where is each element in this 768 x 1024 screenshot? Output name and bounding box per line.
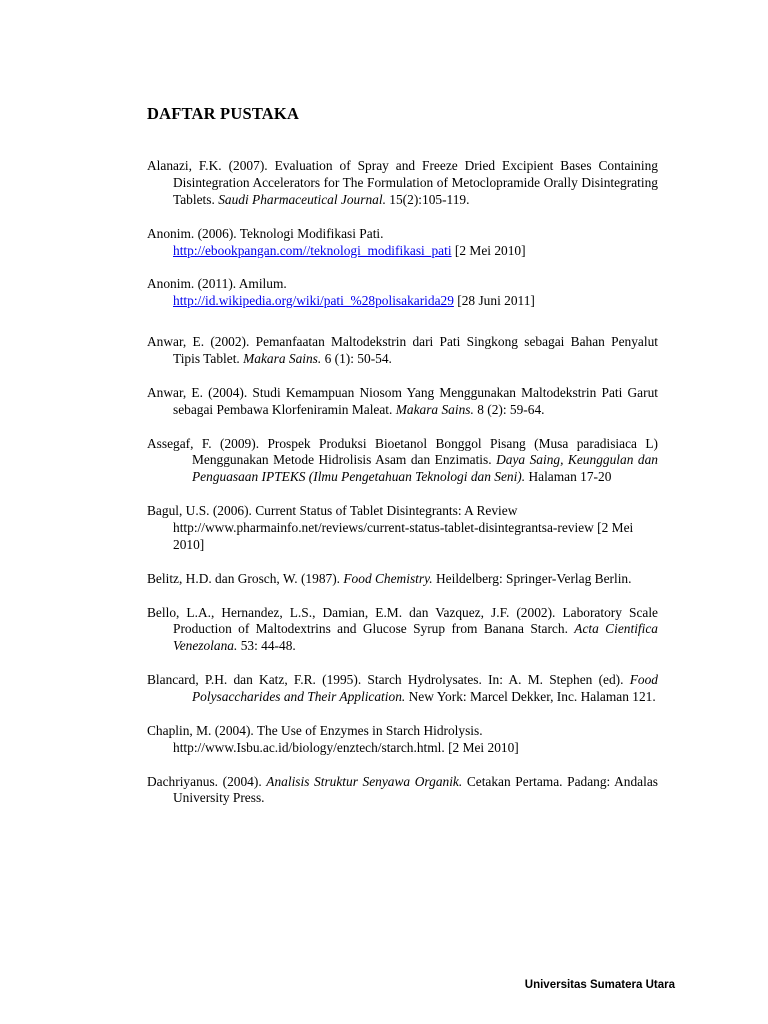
reference-text: Anonim. (2011). Amilum. — [147, 276, 287, 292]
reference-url: http://www.pharmainfo.net/reviews/current-status-tablet-disintegrantsa-review — [173, 520, 594, 536]
reference-item-blancard — [147, 672, 658, 706]
reference-tail: 53: 44-48. — [237, 638, 296, 654]
page-footer: Universitas Sumatera Utara — [524, 979, 675, 991]
reference-journal: Analisis Struktur Senyawa Organik. — [266, 773, 463, 789]
reference-tail: 6 (1): 50-54. — [321, 351, 392, 367]
reference-journal: Daya Saing, Keunggulan dan Penguasaan IPTEKS (Ilmu Pengetahuan Teknologi dan Seni). — [192, 452, 658, 485]
reference-item-anonim-2006 — [147, 226, 658, 260]
reference-journal: Food Polysaccharides and Their Application. — [192, 672, 658, 705]
reference-journal: Makara Sains. — [243, 351, 322, 367]
reference-journal: Acta Cientifica Venezolana. — [173, 621, 658, 654]
reference-item-bello — [147, 605, 658, 656]
reference-item-assegaf — [147, 436, 658, 487]
reference-item-anonim-2011 — [147, 276, 658, 310]
reference-text: Anwar, E. (2004). Studi Kemampuan Niosom Yang Menggunakan Maltodekstrin Pati Garut sebagai Pembawa Klorfeniramin Maleat. — [147, 384, 658, 417]
reference-text: Bello, L.A., Hernandez, L.S., Damian, E.M. dan Vazquez, J.F. (2002). Laboratory Scale Production of Maltodextrins and Glucose Syrup from Banana Starch. — [147, 604, 658, 637]
reference-item-anwar-2002 — [147, 334, 658, 368]
reference-item-chaplin — [147, 723, 658, 757]
reference-date: [28 Juni 2011] — [453, 293, 535, 309]
reference-tail: New York: Marcel Dekker, Inc. Halaman 121. — [405, 689, 656, 705]
page-title: DAFTAR PUSTAKA — [147, 104, 300, 123]
reference-text: Dachriyanus. (2004). — [147, 773, 267, 789]
reference-item-dachriyanus — [147, 774, 658, 808]
reference-tail: Cetakan Pertama. Padang: Andalas University Press. — [173, 773, 659, 806]
reference-text: Blancard, P.H. dan Katz, F.R. (1995). Starch Hydrolysates. In: A. M. Stephen (ed). — [147, 672, 630, 688]
reference-tail: 8 (2): 59-64. — [473, 401, 545, 417]
reference-url: http://www.Isbu.ac.id/biology/enztech/starch.html. — [173, 739, 445, 755]
reference-journal: Saudi Pharmaceutical Journal. — [218, 191, 386, 207]
reference-date: [2 Mei 2010] — [451, 242, 526, 258]
reference-item-belitz — [147, 571, 658, 588]
reference-text: Belitz, H.D. dan Grosch, W. (1987). — [147, 570, 344, 586]
reference-link[interactable]: http://id.wikipedia.org/wiki/pati_%28polisakarida29 — [173, 293, 454, 309]
reference-text: Bagul, U.S. (2006). Current Status of Tablet Disintegrants: A Review — [147, 503, 518, 519]
reference-item-anwar-2004 — [147, 385, 658, 419]
reference-list — [147, 158, 658, 824]
reference-text: Anonim. (2006). Teknologi Modifikasi Pati. — [147, 225, 384, 241]
reference-text: Anwar, E. (2002). Pemanfaatan Maltodekstrin dari Pati Singkong sebagai Bahan Penyalut Tipis Tablet. — [147, 334, 658, 367]
reference-journal: Makara Sains. — [395, 401, 474, 417]
reference-tail: Heildelberg: Springer-Verlag Berlin. — [432, 570, 632, 586]
reference-item-bagul — [147, 503, 658, 554]
reference-tail: 15(2):105-119. — [385, 191, 470, 207]
reference-item-alanazi — [147, 158, 658, 209]
reference-date: [2 Mei 2010] — [173, 520, 634, 552]
reference-link[interactable]: http://ebookpangan.com//teknologi_modifikasi_pati — [173, 242, 452, 258]
reference-date: [2 Mei 2010] — [444, 739, 519, 755]
reference-text: Chaplin, M. (2004). The Use of Enzymes in Starch Hidrolysis. — [147, 722, 483, 738]
reference-text: Assegaf, F. (2009). Prospek Produksi Bioetanol Bonggol Pisang (Musa paradisiaca L) Menggunakan Metode Hidrolisis Asam dan Enzimatis. — [147, 435, 658, 468]
reference-journal: Food Chemistry. — [343, 570, 433, 586]
reference-tail: Halaman 17-20 — [525, 469, 612, 485]
reference-text: Alanazi, F.K. (2007). Evaluation of Spray and Freeze Dried Excipient Bases Containing Disintegration Accelerators for The Formulation of Metoclopramide Orally Disintegrating Tablets. — [147, 158, 658, 207]
